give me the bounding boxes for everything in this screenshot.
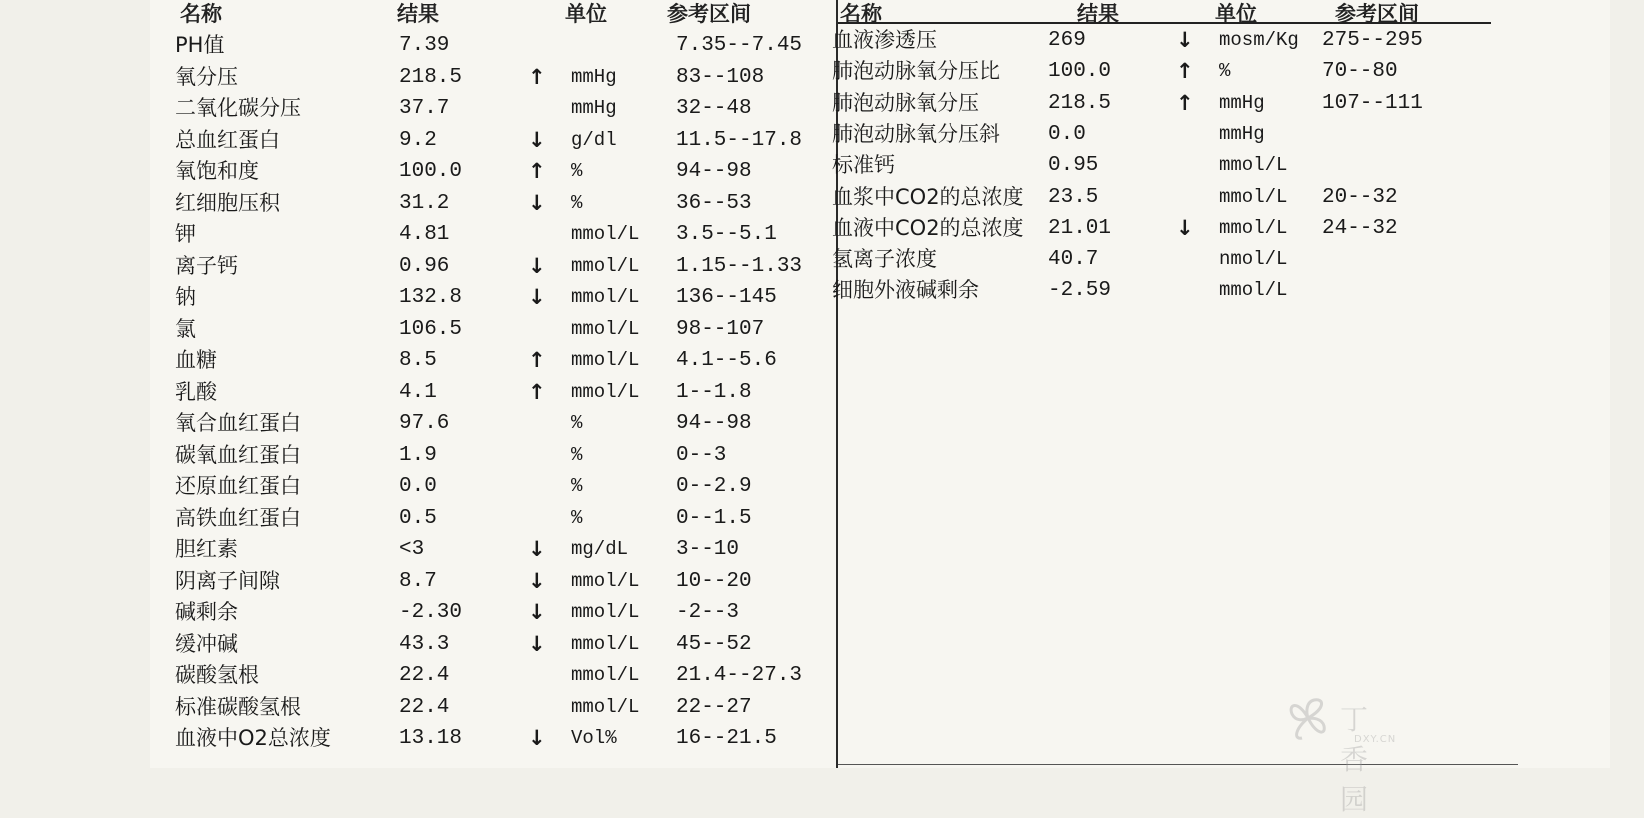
cell-ref: 94--98 [676,160,752,183]
cell-value: 13.18 [399,727,463,750]
cell-ref: 20--32 [1322,185,1398,209]
cell-name: 血液中O2总浓度 [175,726,331,750]
cell-value: 22.4 [399,695,450,719]
cell-flag: ↑ [1176,90,1194,115]
cell-unit: mmol/L [571,695,640,718]
cell-ref: 0--1.5 [676,506,752,530]
cell-unit: % [571,160,583,182]
left-header-unit: 单位 [565,2,607,26]
cell-value: 23.5 [1048,185,1099,209]
cell-value: 0.96 [399,254,450,278]
left-header-name: 名称 [180,2,222,26]
cell-value: 7.39 [399,34,450,57]
cell-value: 21.01 [1048,216,1112,240]
cell-unit: mmol/L [1219,185,1288,208]
cell-flag: ↓ [528,190,546,215]
cell-name: 肺泡动脉氧分压斜 [832,121,1000,146]
cell-unit: % [571,412,583,434]
cell-flag: ↑ [528,159,546,183]
cell-ref: 136--145 [676,286,777,309]
cell-ref: 3--10 [676,538,740,561]
cell-value: 40.7 [1048,248,1099,272]
cell-value: 0.0 [399,475,437,498]
cell-value: -2.30 [399,601,463,624]
cell-value: 31.2 [399,191,450,215]
cell-ref: 0--2.9 [676,475,752,498]
cell-name: 细胞外液碱剩余 [832,278,979,303]
cell-flag: ↓ [528,726,546,750]
cell-flag: ↓ [528,285,546,309]
cell-ref: 36--53 [676,191,752,215]
cell-ref: 0--3 [676,443,727,467]
cell-ref: 107--111 [1322,91,1423,115]
watermark-text: 丁香园 [1340,703,1371,816]
cell-unit: mmol/L [571,286,640,308]
cell-value: 106.5 [399,317,463,341]
cell-value: 4.1 [399,380,437,404]
cell-flag: ↑ [528,348,546,372]
cell-ref: 16--21.5 [676,727,777,750]
cell-value: 8.7 [399,569,437,593]
cell-unit: nmol/L [1219,248,1288,271]
cell-name: 乳酸 [175,379,217,404]
cell-value: 269 [1048,29,1086,52]
cell-name: 血浆中CO2的总浓度 [832,184,1024,209]
cell-ref: 7.35--7.45 [676,34,803,57]
cell-flag: ↓ [1176,215,1194,240]
cell-name: 氢离子浓度 [832,247,937,272]
cell-flag: ↓ [528,537,546,561]
cell-value: 0.0 [1048,122,1086,146]
left-header-ref: 参考区间 [667,2,751,26]
cell-unit: % [571,191,583,214]
cell-value: 9.2 [399,128,437,152]
right-header-result: 结果 [1077,2,1119,26]
cell-ref: 11.5--17.8 [676,128,803,152]
cell-ref: 1.15--1.33 [676,254,803,278]
cell-unit: mmol/L [1219,279,1288,302]
cell-unit: mmHg [1219,122,1265,145]
cell-name: 缓冲碱 [175,631,238,656]
cell-ref: 3.5--5.1 [676,223,777,246]
cell-value: 100.0 [399,160,463,183]
cell-unit: mmHg [1219,91,1265,114]
cell-unit: % [571,443,583,466]
cell-flag: ↑ [528,64,546,89]
cell-name: 氧合血红蛋白 [175,411,301,435]
cell-ref: 32--48 [676,97,752,120]
cell-value: 100.0 [1048,60,1112,84]
cell-name: 胆红素 [175,537,238,561]
cell-ref: 10--20 [676,569,752,593]
cell-name: 氧饱和度 [175,159,259,183]
cell-flag: ↓ [1176,28,1194,52]
cell-ref: -2--3 [676,601,740,624]
cell-name: 红细胞压积 [175,190,280,215]
bottom-rule [838,764,1518,765]
cell-ref: 70--80 [1322,60,1398,84]
cell-value: 0.95 [1048,154,1099,178]
cell-value: -2.59 [1048,279,1112,303]
cell-value: 218.5 [1048,91,1112,115]
cell-name: 血液中CO2的总浓度 [832,215,1024,240]
cell-unit: % [571,475,583,497]
cell-name: 离子钙 [175,253,238,278]
cell-value: 97.6 [399,412,450,435]
cell-value: 1.9 [399,443,437,467]
cell-ref: 24--32 [1322,216,1398,240]
cell-unit: mg/dL [571,538,629,560]
cell-unit: mosm/Kg [1219,29,1299,51]
cell-unit: mmol/L [571,223,640,245]
cell-name: 肺泡动脉氧分压比 [832,59,1000,84]
cell-name: 钠 [175,285,196,309]
cell-unit: mmol/L [571,380,640,403]
cell-ref: 275--295 [1322,29,1423,52]
cell-name: PH值 [175,33,225,57]
cell-name: 还原血红蛋白 [175,474,301,498]
cell-unit: mmol/L [571,349,640,371]
cell-unit: mmol/L [1219,216,1288,239]
cell-unit: % [571,506,583,529]
cell-unit: mmol/L [571,569,640,592]
cell-unit: mmHg [571,65,617,88]
cell-name: 碳酸氢根 [175,663,259,687]
cell-value: 43.3 [399,632,450,656]
cell-flag: ↓ [528,568,546,593]
clover-logo-icon [1280,690,1336,746]
cell-unit: mmol/L [571,632,640,655]
cell-flag: ↑ [528,379,546,404]
cell-unit: mmol/L [571,254,640,277]
right-header-unit: 单位 [1215,2,1257,26]
cell-unit: Vol% [571,727,617,749]
cell-unit: mmol/L [571,601,640,623]
cell-ref: 22--27 [676,695,752,719]
cell-ref: 83--108 [676,65,765,89]
cell-name: 总血红蛋白 [175,127,280,152]
cell-value: 4.81 [399,223,450,246]
cell-flag: ↓ [528,631,546,656]
watermark-subtext: DXY.CN [1354,734,1397,745]
right-header-name: 名称 [840,2,882,26]
cell-value: <3 [399,538,425,561]
cell-ref: 45--52 [676,632,752,656]
cell-ref: 98--107 [676,317,765,341]
cell-name: 氯 [175,316,196,341]
cell-value: 132.8 [399,286,463,309]
cell-value: 8.5 [399,349,437,372]
left-header-result: 结果 [397,2,439,26]
cell-value: 218.5 [399,65,463,89]
cell-name: 氧分压 [175,64,238,89]
cell-value: 37.7 [399,97,450,120]
cell-value: 22.4 [399,664,450,687]
cell-unit: mmol/L [571,317,640,340]
right-header-ref: 参考区间 [1335,2,1419,26]
cell-name: 标准钙 [832,153,895,178]
cell-flag: ↑ [1176,59,1194,84]
cell-name: 钾 [175,222,196,246]
cell-name: 二氧化碳分压 [175,96,301,120]
cell-name: 标准碳酸氢根 [175,694,301,719]
cell-name: 肺泡动脉氧分压 [832,90,979,115]
cell-unit: mmol/L [1219,154,1288,177]
cell-name: 碳氧血红蛋白 [175,442,301,467]
cell-unit: % [1219,60,1231,83]
cell-flag: ↓ [528,127,546,152]
cell-unit: mmol/L [571,664,640,686]
cell-flag: ↓ [528,253,546,278]
cell-ref: 94--98 [676,412,752,435]
watermark-logo [1280,690,1397,816]
cell-ref: 1--1.8 [676,380,752,404]
cell-name: 血液渗透压 [832,28,937,52]
cell-flag: ↓ [528,600,546,624]
cell-ref: 21.4--27.3 [676,664,803,687]
cell-name: 高铁血红蛋白 [175,505,301,530]
cell-name: 阴离子间隙 [175,568,280,593]
cell-unit: g/dl [571,128,617,151]
cell-name: 血糖 [175,348,217,372]
cell-unit: mmHg [571,97,617,119]
cell-name: 碱剩余 [175,600,238,624]
cell-ref: 4.1--5.6 [676,349,777,372]
cell-value: 0.5 [399,506,437,530]
